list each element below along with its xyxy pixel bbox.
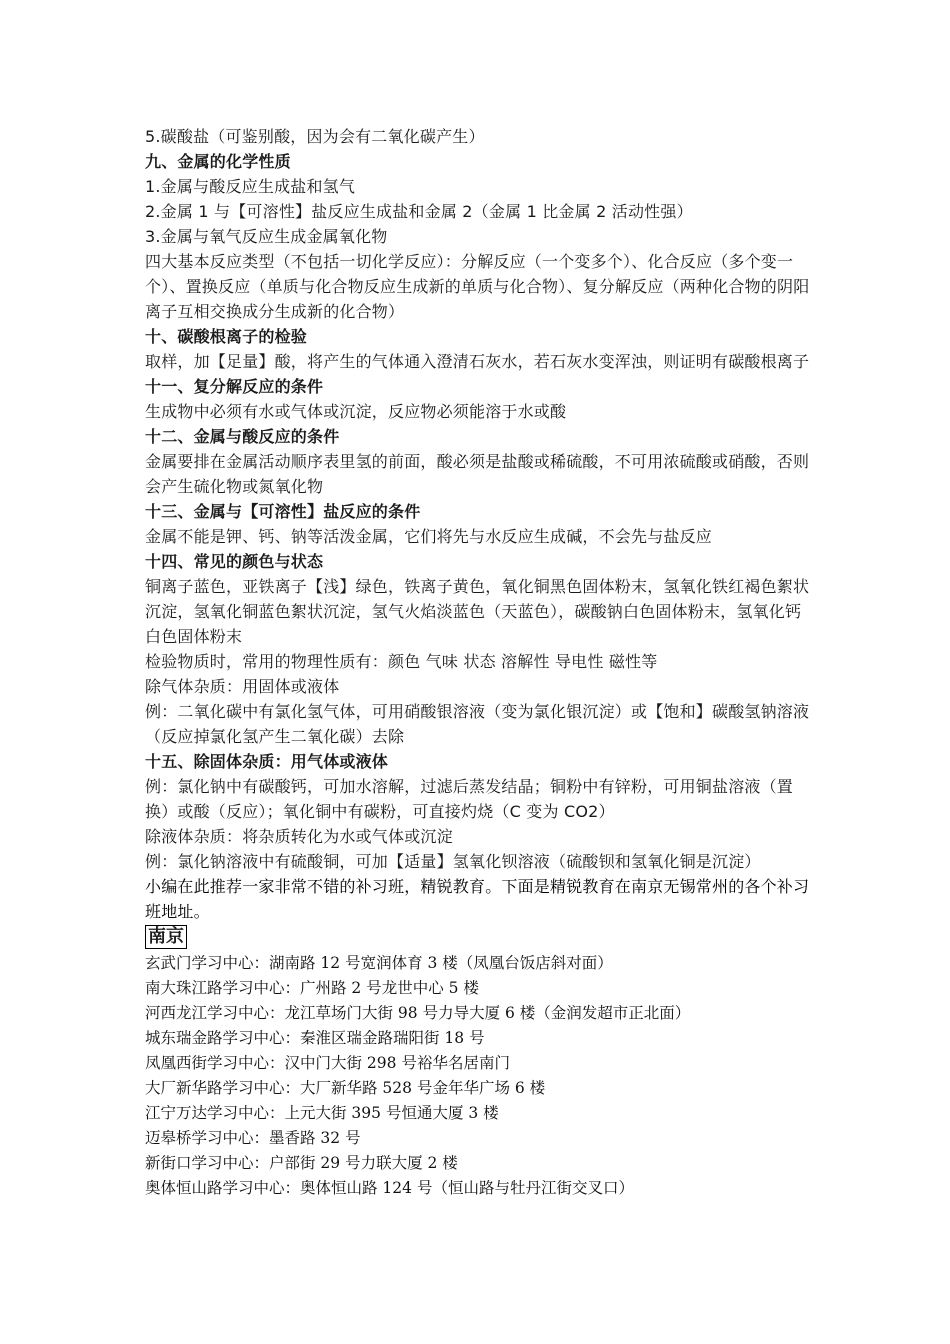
paragraph: 例：氯化钠中有碳酸钙，可加水溶解，过滤后蒸发结晶；铜粉中有锌粉，可用铜盐溶液（置换）或酸（反应）；氧化铜中有碳粉，可直接灼烧（C 变为 CO2） xyxy=(145,777,794,821)
document-page xyxy=(145,124,813,1201)
paragraph: 除气体杂质：用固体或液体 xyxy=(145,677,340,696)
paragraph: 检验物质时，常用的物理性质有：颜色 气味 状态 溶解性 导电性 磁性等 xyxy=(145,652,658,671)
paragraph: 生成物中必须有水或气体或沉淀，反应物必须能溶于水或酸 xyxy=(145,402,567,421)
paragraph: 金属要排在金属活动顺序表里氢的前面，酸必须是盐酸或稀硫酸，不可用浓硫酸或硝酸，否则会产生硫化物或氮氧化物 xyxy=(145,452,810,496)
section-heading: 十、碳酸根离子的检验 xyxy=(145,327,308,346)
paragraph: 四大基本反应类型（不包括一切化学反应）：分解反应（一个变多个）、化合反应（多个变一个）、置换反应（单质与化合物反应生成新的单质与化合物）、复分解反应（两种化合物的阴阳离子互相交换成分生成新的化合物） xyxy=(145,252,810,321)
promo-paragraph: 小编在此推荐一家非常不错的补习班，精锐教育。下面是精锐教育在南京无锡常州的各个补习班地址。 xyxy=(145,877,810,921)
address-line: 城东瑞金路学习中心：秦淮区瑞金路瑞阳街 18 号 xyxy=(145,1029,485,1047)
address-line: 奥体恒山路学习中心：奥体恒山路 124 号（恒山路与牡丹江街交叉口） xyxy=(145,1179,634,1197)
paragraph: 1.金属与酸反应生成盐和氢气 xyxy=(145,177,356,196)
city-heading: 南京 xyxy=(145,925,187,949)
city-heading-row xyxy=(145,925,813,951)
paragraph: 除液体杂质：将杂质转化为水或气体或沉淀 xyxy=(145,827,453,846)
address-list xyxy=(145,951,813,1201)
address-line: 玄武门学习中心：湖南路 12 号宽润体育 3 楼（凤凰台饭店斜对面） xyxy=(145,954,613,972)
paragraph: 例：二氧化碳中有氯化氢气体，可用硝酸银溶液（变为氯化银沉淀）或【饱和】碳酸氢钠溶液（反应掉氯化氢产生二氧化碳）去除 xyxy=(145,702,810,746)
paragraph: 铜离子蓝色，亚铁离子【浅】绿色，铁离子黄色，氧化铜黑色固体粉末，氢氧化铁红褐色絮状沉淀，氢氧化铜蓝色絮状沉淀，氢气火焰淡蓝色（天蓝色），碳酸钠白色固体粉末，氢氧化钙白色固体粉末 xyxy=(145,577,810,646)
paragraph: 例：氯化钠溶液中有硫酸铜，可加【适量】氢氧化钡溶液（硫酸钡和氢氧化铜是沉淀） xyxy=(145,852,761,871)
section-heading: 十五、除固体杂质：用气体或液体 xyxy=(145,752,389,771)
paragraph: 2.金属 1 与【可溶性】盐反应生成盐和金属 2（金属 1 比金属 2 活动性强） xyxy=(145,202,693,221)
paragraph: 3.金属与氧气反应生成金属氧化物 xyxy=(145,227,388,246)
section-heading: 十三、金属与【可溶性】盐反应的条件 xyxy=(145,502,421,521)
paragraph: 5.碳酸盐（可鉴别酸，因为会有二氧化碳产生） xyxy=(145,127,485,146)
section-heading: 十二、金属与酸反应的条件 xyxy=(145,427,340,446)
section-heading: 十四、常见的颜色与状态 xyxy=(145,552,324,571)
address-line: 凤凰西街学习中心：汉中门大街 298 号裕华名居南门 xyxy=(145,1054,510,1072)
address-line: 新街口学习中心：户部街 29 号力联大厦 2 楼 xyxy=(145,1154,458,1172)
address-line: 迈皋桥学习中心：墨香路 32 号 xyxy=(145,1129,361,1147)
document-body xyxy=(145,124,813,924)
paragraph: 取样，加【足量】酸，将产生的气体通入澄清石灰水，若石灰水变浑浊，则证明有碳酸根离子 xyxy=(145,352,810,371)
address-line: 江宁万达学习中心：上元大街 395 号恒通大厦 3 楼 xyxy=(145,1104,499,1122)
section-heading: 十一、复分解反应的条件 xyxy=(145,377,324,396)
paragraph: 金属不能是钾、钙、钠等活泼金属，它们将先与水反应生成碱，不会先与盐反应 xyxy=(145,527,713,546)
address-line: 河西龙江学习中心：龙江草场门大街 98 号力导大厦 6 楼（金润发超市正北面） xyxy=(145,1004,691,1022)
section-heading: 九、金属的化学性质 xyxy=(145,152,291,171)
address-line: 大厂新华路学习中心：大厂新华路 528 号金年华广场 6 楼 xyxy=(145,1079,546,1097)
address-line: 南大珠江路学习中心：广州路 2 号龙世中心 5 楼 xyxy=(145,979,479,997)
